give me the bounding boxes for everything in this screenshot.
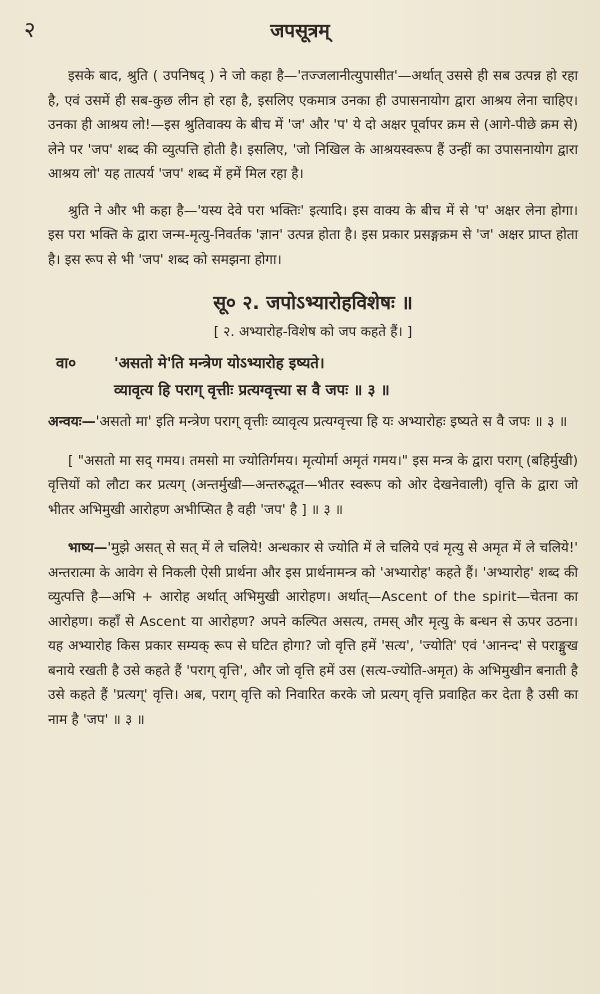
anvaya-paragraph [48,410,578,435]
sutra-gloss: [ २. अभ्यारोह-विशेष को जप कहते हैं। ] [213,324,413,340]
varttika-label: वा० [56,354,77,372]
varttika-lines [114,350,578,404]
anvaya-text: 'असतो मा' इति मन्त्रेण पराग् वृत्तीः व्यावृत्य प्रत्यग्वृत्त्या हि यः अभ्यारोहः इष्यते स वै जपः ॥ ३ ॥ [95,414,568,430]
bhashya-paragraph [48,536,578,732]
paragraph-shruti-1: इसके बाद, श्रुति ( उपनिषद् ) ने जो कहा है—'तज्जलानीत्युपासीत'—अर्थात् उससे ही सब उत्पन्न हो रहा है, एवं उसमें ही सब-कुछ लीन हो रहा है, इसलिए एकमात्र उनका ही उपासनायोग द्वारा आश्रय लेना चाहिए। उनका ही आश्रय लो!—इस श्रुतिवाक्य के बीच में 'ज' और 'प' ये दो अक्षर पूर्वापर क्रम से (आगे-पीछे क्रम से) लेने पर 'जप' शब्द की व्युत्पत्ति होती है। इसलिए, 'जो निखिल के आश्रयस्वरूप हैं उन्हीं का उपासनायोग द्वारा आश्रय लो' यह तात्पर्य 'जप' शब्द में हमें मिल रहा है। [48,68,578,182]
paragraph-shruti-2: श्रुति ने और भी कहा है—'यस्य देवे परा भक्तिः' इत्यादि। इस वाक्य के बीच में से 'प' अक्षर लेना होगा। इस परा भक्ति के द्वारा जन्म-मृत्यु-निवर्तक 'ज्ञान' उत्पन्न होता है। इस प्रकार प्रसङ्गक्रम से 'ज' अक्षर प्राप्त होता है। इस रूप से भी 'जप' शब्द को समझना होगा। [48,202,578,268]
page-body [48,64,578,732]
sutra-heading: सू० २. जपोऽभ्यारोहविशेषः ॥ [213,292,413,314]
varttika-verse [48,350,578,404]
anvaya-label: अन्वयः— [48,414,96,430]
page-number: २ [24,18,36,43]
bhashya-label: भाष्य— [68,540,108,556]
page-header [0,16,600,46]
varttika-line-2: व्यावृत्य हि पराग् वृत्तीः प्रत्यग्वृत्त्या स वै जपः ॥ ३ ॥ [114,381,390,399]
varttika-line-1: 'असतो मे'ति मन्त्रेण योऽभ्यारोह इष्यते। [114,354,325,372]
translation-paragraph: [ "असतो मा सद् गमय। तमसो मा ज्योतिर्गमय। मृत्योर्मा अमृतं गमय।" इस मन्त्र के द्वारा पराग् (बहिर्मुखी) वृत्तियों को लौटा कर प्रत्यग् (अन्तर्मुखी—अन्तरुद्भूत—भीतर स्वरूप को ओर देखनेवाली) वृत्ति के द्वारा जो भीतर अभिमुखी आरोहण अभीप्सित है वही 'जप' है ] ॥ ३ ॥ [48,452,578,518]
bhashya-text: 'मुझे असत् से सत् में ले चलिये! अन्धकार से ज्योति में ले चलिये एवं मृत्यु से अमृत में ले चलिये!' अन्तरात्मा के आवेग से निकली ऐसी प्रार्थना और इस प्रार्थनामन्त्र को 'अभ्यारोह' कहते हैं। 'अभ्यारोह' शब्द की व्युत्पत्ति है—अभि + आरोह अर्थात् अभिमुखी आरोहण। अर्थात्—Ascent of the spirit—चेतना का आरोहण। कहाँ से Ascent या आरोहण? अपने कल्पित असत्य, तमस् और मृत्यु के बन्धन से ऊपर उठना। यह अभ्यारोह किस प्रकार सम्यक् रूप से घटित होगा? जो वृत्ति हमें 'सत्य', 'ज्योति' एवं 'आनन्द' से पराङ्मुख बनाये रखती है उसे कहते हैं 'पराग् वृत्ति', और जो वृत्ति हमें उस (सत्य-ज्योति-अमृत) के अभिमुखीन बनाती है उसे कहते हैं 'प्रत्यग्' वृत्ति। अब, पराग् वृत्ति को निवारित करके जो प्रत्यग् वृत्ति प्रवाहित कर देता है उसी का नाम है 'जप' ॥ ३ ॥ [48,540,578,728]
running-title: जपसूत्रम् [270,20,330,42]
